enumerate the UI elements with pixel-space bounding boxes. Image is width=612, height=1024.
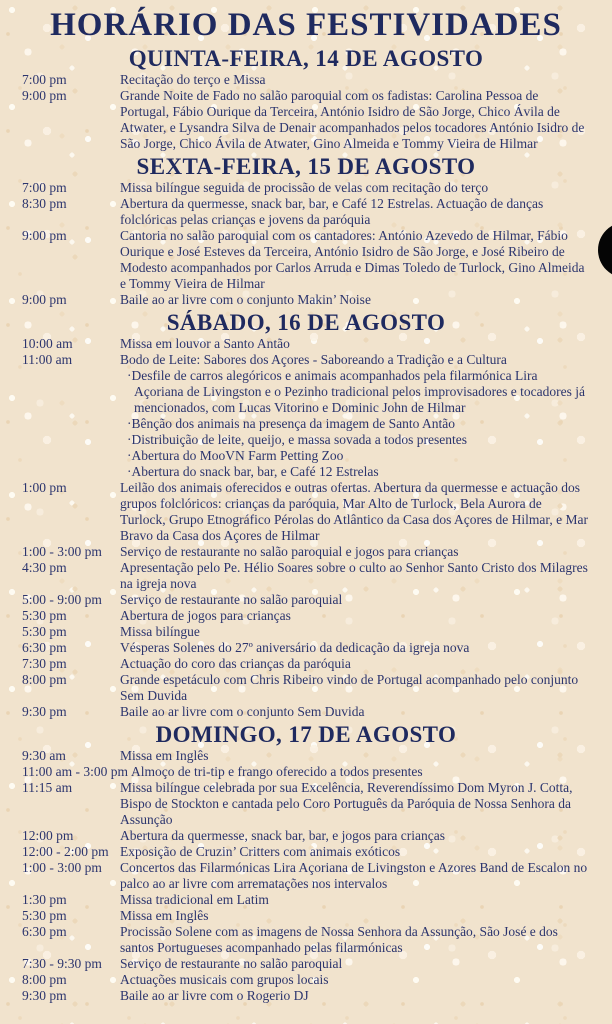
event-time: 5:00 - 9:00 pm xyxy=(22,592,102,607)
event-time: 9:30 pm xyxy=(22,704,67,719)
event-description-block xyxy=(120,480,588,544)
event-description: Almoço de tri-tip e frango oferecido a todos presentes xyxy=(131,764,423,779)
event-description-block xyxy=(120,196,588,228)
sub-item: · Desfile de carros alegóricos e animais acompanhados pela filarmónica Lira Açoriana de Livingston e o Pezinho tradicional pelos improvisadores e tocadores já mencionados, com Lucas Vitorino e Dominic John de Hilmar xyxy=(127,368,588,416)
event-time: 8:30 pm xyxy=(22,196,67,211)
event-list xyxy=(0,180,612,308)
event-description: Missa em Inglês xyxy=(120,908,209,923)
event-time: 10:00 am xyxy=(22,336,73,351)
event-time: 9:00 pm xyxy=(22,292,67,307)
event-row xyxy=(0,196,612,228)
event-row xyxy=(0,544,612,560)
event-description-block xyxy=(120,624,588,640)
event-row xyxy=(0,988,612,1004)
event-description-block xyxy=(120,844,588,860)
event-description-block xyxy=(131,764,588,780)
event-description: Vésperas Solenes do 27º aniversário da dedicação da igreja nova xyxy=(120,640,470,655)
event-description: Baile ao ar livre com o conjunto Makin’ Noise xyxy=(120,292,371,307)
event-description: Actuação do coro das crianças da paróquia xyxy=(120,656,351,671)
event-description-block xyxy=(120,336,588,352)
event-description-block xyxy=(120,988,588,1004)
event-description-block xyxy=(120,828,588,844)
event-description: Cantoria no salão paroquial com os cantadores: António Azevedo de Hilmar, Fábio Ourique e José Esteves da Terceira, António Isidro de São Jorge, e José Ribeiro de Modesto acompanhados por Carlos Arruda e Dimas Toledo de Turlock, Gino Almeida e Tommy Vieira de Hilmar xyxy=(120,228,585,291)
event-description: Procissão Solene com as imagens de Nossa Senhora da Assunção, São José e dos santos Portugueses acompanhado pelas filarmónicas xyxy=(120,924,558,955)
event-description: Leilão dos animais oferecidos e outras ofertas. Abertura da quermesse e actuação dos grupos folclóricos: crianças da paróquia, Mar Alto de Turlock, Bela Aurora de Turlock, Grupo Etnográfico Pérolas do Atlântico da Casa dos Açores de Hilmar, e Mar Bravo da Casa dos Açores de Hilmar xyxy=(120,480,588,543)
event-time: 9:00 pm xyxy=(22,88,67,103)
event-time: 8:00 pm xyxy=(22,972,67,987)
event-description-block xyxy=(120,72,588,88)
event-time: 6:30 pm xyxy=(22,924,67,939)
day-section xyxy=(0,154,612,308)
event-row xyxy=(0,844,612,860)
event-time: 12:00 pm xyxy=(22,828,74,843)
event-row xyxy=(0,624,612,640)
event-time: 9:00 pm xyxy=(22,228,67,243)
event-row xyxy=(0,748,612,764)
event-description-block xyxy=(120,748,588,764)
event-time: 1:00 - 3:00 pm xyxy=(22,860,102,875)
event-time: 12:00 - 2:00 pm xyxy=(22,844,109,859)
event-time: 4:30 pm xyxy=(22,560,67,575)
event-time: 7:30 pm xyxy=(22,656,67,671)
day-heading: QUINTA-FEIRA, 14 DE AGOSTO xyxy=(128,46,484,71)
event-description: Abertura da quermesse, snack bar, bar, e jogos para crianças xyxy=(120,828,446,843)
event-description: Missa em Inglês xyxy=(120,748,209,763)
event-description-block xyxy=(120,88,588,152)
event-time: 8:00 pm xyxy=(22,672,67,687)
sub-item-list xyxy=(120,368,588,480)
event-description-block xyxy=(120,352,588,480)
event-description: Missa bilíngue celebrada por sua Excelência, Reverendíssimo Dom Myron J. Cotta, Bispo de Stockton e cantada pelo Coro Português da Paróquia de Nossa Senhora da Assunção xyxy=(120,780,573,827)
event-row xyxy=(0,592,612,608)
event-row xyxy=(0,88,612,152)
event-time: 1:30 pm xyxy=(22,892,67,907)
event-description: Serviço de restaurante no salão paroquial e jogos para crianças xyxy=(120,544,459,559)
event-row xyxy=(0,352,612,480)
event-time: 11:15 am xyxy=(22,780,73,795)
event-description-block xyxy=(120,544,588,560)
event-list xyxy=(0,748,612,1004)
event-description: Actuações musicais com grupos locais xyxy=(120,972,329,987)
event-description: Abertura de jogos para crianças xyxy=(120,608,291,623)
event-row xyxy=(0,924,612,956)
sub-item: · Abertura do MooVN Farm Petting Zoo xyxy=(127,448,588,464)
event-row xyxy=(0,956,612,972)
event-description-block xyxy=(120,640,588,656)
event-time: 7:00 pm xyxy=(22,72,67,87)
sub-item: · Distribuição de leite, queijo, e massa sovada a todos presentes xyxy=(127,432,588,448)
event-time: 5:30 pm xyxy=(22,608,67,623)
event-time: 6:30 pm xyxy=(22,640,67,655)
event-row xyxy=(0,704,612,720)
event-description-block xyxy=(120,924,588,956)
event-description-block xyxy=(120,860,588,892)
event-row xyxy=(0,640,612,656)
event-description: Serviço de restaurante no salão paroquial xyxy=(120,956,343,971)
event-row xyxy=(0,672,612,704)
event-row xyxy=(0,764,612,780)
event-row xyxy=(0,72,612,88)
event-row xyxy=(0,292,612,308)
event-time: 11:00 am - 3:00 pm xyxy=(22,764,128,779)
event-description: Apresentação pelo Pe. Hélio Soares sobre o culto ao Senhor Santo Cristo dos Milagres na igreja nova xyxy=(120,560,588,591)
event-description-block xyxy=(120,956,588,972)
schedule xyxy=(0,46,612,1004)
sub-item: · Bênção dos animais na presença da imagem de Santo Antão xyxy=(127,416,588,432)
event-description-block xyxy=(120,972,588,988)
event-time: 7:00 pm xyxy=(22,180,67,195)
event-description: Baile ao ar livre com o Rogerio DJ xyxy=(120,988,309,1003)
event-row xyxy=(0,560,612,592)
event-description-block xyxy=(120,608,588,624)
event-time: 1:00 pm xyxy=(22,480,67,495)
event-row xyxy=(0,656,612,672)
event-row xyxy=(0,908,612,924)
event-description: Serviço de restaurante no salão paroquial xyxy=(120,592,343,607)
event-description: Recitação do terço e Missa xyxy=(120,72,266,87)
event-row xyxy=(0,892,612,908)
event-row xyxy=(0,972,612,988)
event-time: 7:30 - 9:30 pm xyxy=(22,956,102,971)
event-time: 5:30 pm xyxy=(22,908,67,923)
event-description: Grande Noite de Fado no salão paroquial com os fadistas: Carolina Pessoa de Portugal, Fábio Ourique da Terceira, António Isidro de São Jorge, Chico Ávila de Atwater, e Lysandra Silva de Denair acompanhados pelos tocadores António Isidro de São Jorge, Chico Ávila de Atwater, Gino Almeida e Tommy Vieira de Hilmar xyxy=(120,88,585,151)
event-description: Grande espetáculo com Chris Ribeiro vindo de Portugal acompanhado pelo conjunto Sem Duvida xyxy=(120,672,579,703)
day-heading: SÁBADO, 16 DE AGOSTO xyxy=(166,310,446,335)
event-row xyxy=(0,180,612,196)
event-row xyxy=(0,336,612,352)
event-row xyxy=(0,480,612,544)
event-description-block xyxy=(120,292,588,308)
event-row xyxy=(0,860,612,892)
day-section xyxy=(0,310,612,720)
event-time: 5:30 pm xyxy=(22,624,67,639)
event-list xyxy=(0,72,612,152)
event-description: Concertos das Filarmónicas Lira Açoriana de Livingston e Azores Band de Escalon no palco ao ar livre com arrematações nos intervalos xyxy=(120,860,588,891)
event-description-block xyxy=(120,672,588,704)
event-description-block xyxy=(120,228,588,292)
event-description: Missa tradicional em Latim xyxy=(120,892,269,907)
event-description: Abertura da quermesse, snack bar, bar, e Café 12 Estrelas. Actuação de danças folclóricas pelas crianças e jovens da paróquia xyxy=(120,196,544,227)
event-description: Missa em louvor a Santo Antão xyxy=(120,336,290,351)
event-description: Baile ao ar livre com o conjunto Sem Duvida xyxy=(120,704,365,719)
event-description: Missa bilíngue seguida de procissão de velas com recitação do terço xyxy=(120,180,489,195)
event-list xyxy=(0,336,612,720)
event-description: Bodo de Leite: Sabores dos Açores - Saboreando a Tradição e a Cultura xyxy=(120,352,507,367)
event-time: 1:00 - 3:00 pm xyxy=(22,544,102,559)
event-row xyxy=(0,780,612,828)
day-heading: SEXTA-FEIRA, 15 DE AGOSTO xyxy=(136,154,476,179)
day-section xyxy=(0,722,612,1004)
event-row xyxy=(0,828,612,844)
page-title: HORÁRIO DAS FESTIVIDADES xyxy=(50,7,562,43)
event-description: Exposição de Cruzin’ Critters com animais exóticos xyxy=(120,844,401,859)
day-heading: DOMINGO, 17 DE AGOSTO xyxy=(155,722,457,747)
event-time: 11:00 am xyxy=(22,352,73,367)
event-description-block xyxy=(120,908,588,924)
event-row xyxy=(0,228,612,292)
event-description-block xyxy=(120,704,588,720)
sub-item: · Abertura do snack bar, bar, e Café 12 Estrelas xyxy=(127,464,588,480)
event-time: 9:30 pm xyxy=(22,988,67,1003)
event-description: Missa bilíngue xyxy=(120,624,200,639)
event-description-block xyxy=(120,656,588,672)
event-description-block xyxy=(120,592,588,608)
event-description-block xyxy=(120,560,588,592)
event-description-block xyxy=(120,892,588,908)
event-description-block xyxy=(120,780,588,828)
event-time: 9:30 am xyxy=(22,748,66,763)
event-row xyxy=(0,608,612,624)
day-section xyxy=(0,46,612,152)
event-description-block xyxy=(120,180,588,196)
